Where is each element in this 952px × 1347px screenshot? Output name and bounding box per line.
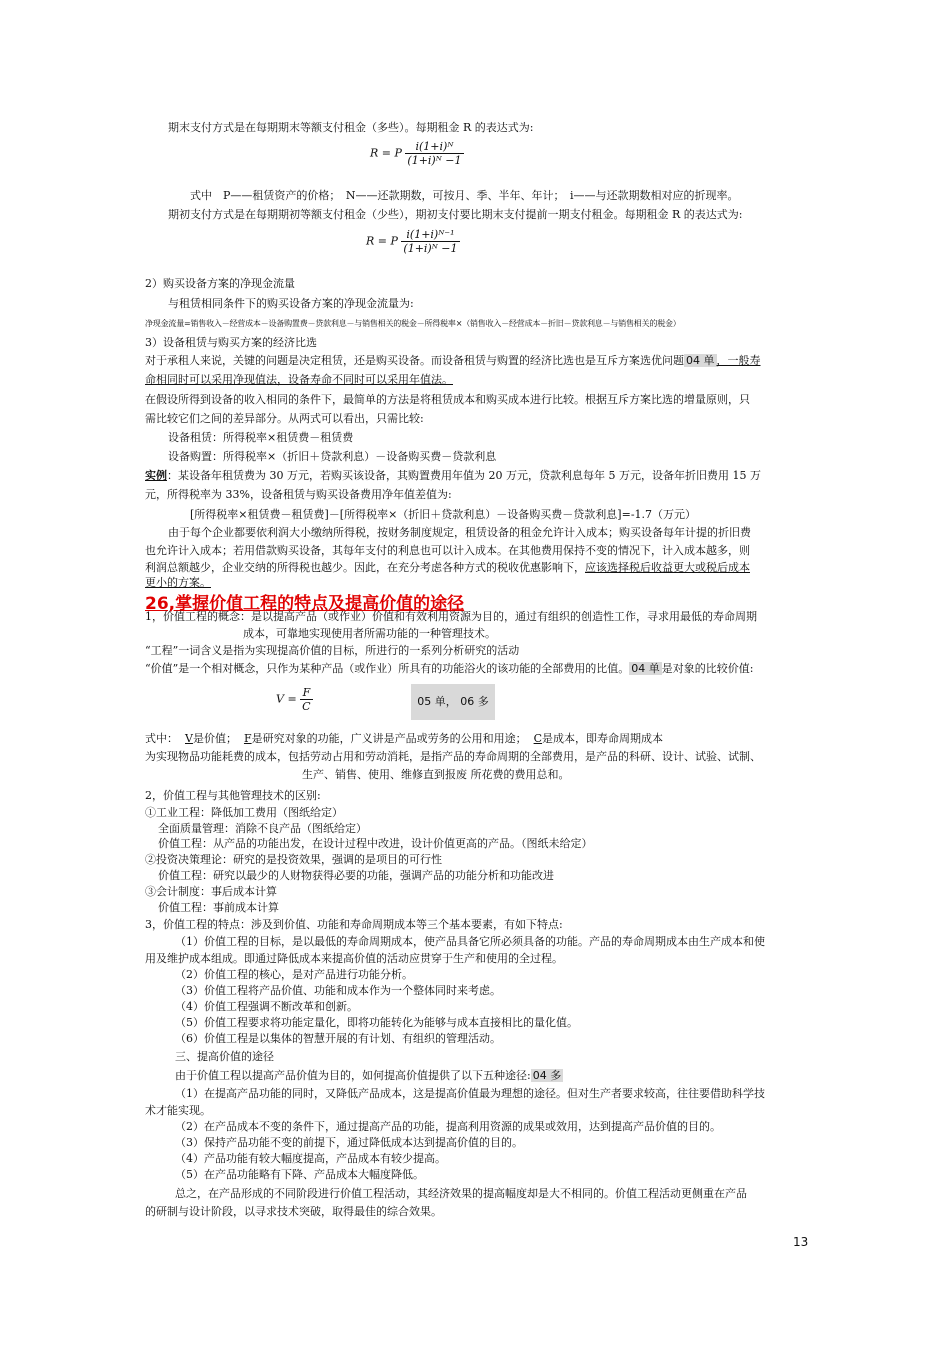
text-line: 期末支付方式是在每期期末等额支付租金（多些）。每期租金 R 的表达式为: bbox=[168, 121, 534, 134]
section-heading: 26,掌握价值工程的特点及提高价值的途径 bbox=[145, 594, 465, 614]
exam-tag-box: 05 单， 06 多 bbox=[411, 684, 495, 720]
text-line: ③会计制度：事后成本计算 bbox=[145, 885, 277, 898]
formula-rent-begin: R = P $\frac{\text{i(1+i)ᴺ⁻¹}}{\text{(1+i)ᴺ −1}}$ bbox=[366, 228, 458, 255]
text-line: （2）在产品成本不变的条件下，通过提高产品的功能，提高利用资源的成果或效用，达到提高产品价值的目的。 bbox=[175, 1120, 721, 1133]
text-line: ①工业工程：降低加工费用（图纸给定） bbox=[145, 806, 343, 819]
text-line: 对于承租人来说，关键的问题是决定租赁，还是购买设备。而设备租赁与购置的经济比选也是互斥方案选优问题 04 单 ，一般寿 bbox=[145, 354, 761, 367]
text-line: 2）购买设备方案的净现金流量 bbox=[145, 277, 295, 290]
text-line: 由于每个企业都要依利润大小缴纳所得税，按财务制度规定，租赁设备的租金允许计入成本；购买设备每年计提的折旧费 bbox=[168, 526, 751, 539]
text-line: 生产、销售、使用、维修直到报废 所花费的费用总和。 bbox=[302, 768, 570, 781]
text-line: 设备购置：所得税率×（折旧＋贷款利息）－设备购买费－贷款利息 bbox=[168, 450, 497, 463]
text-line: （4）产品功能有较大幅度提高，产品成本有较少提高。 bbox=[175, 1152, 446, 1165]
text-line: 全面质量管理：消除不良产品（图纸给定） bbox=[158, 822, 367, 835]
text-line: 价值工程：研究以最少的人财物获得必要的功能，强调产品的功能分析和功能改进 bbox=[158, 869, 554, 882]
text-line: （3）价值工程将产品价值、功能和成本作为一个整体同时来考虑。 bbox=[175, 984, 501, 997]
text-line: 为实现物品功能耗费的成本，包括劳动占用和劳动消耗，是指产品的寿命周期的全部费用，是产品的科研、设计、试验、试制、 bbox=[145, 750, 761, 763]
text-line: 元，所得税率为 33%，设备租赁与购买设备费用净年值差值为: bbox=[145, 488, 452, 501]
text-line: （2）价值工程的核心，是对产品进行功能分析。 bbox=[175, 968, 413, 981]
exam-tag: 04 单 bbox=[631, 662, 660, 675]
text-line: 命相同时可以采用净现值法，设备寿命不同时可以采用年值法。 bbox=[145, 373, 453, 386]
text-line: 在假设所得到设备的收入相同的条件下，最简单的方法是将租赁成本和购买成本进行比较。根据互斥方案比选的增量原则，只 bbox=[145, 393, 750, 406]
text-line: （3）保持产品功能不变的前提下，通过降低成本达到提高价值的目的。 bbox=[175, 1136, 523, 1149]
text-line: 价值工程：从产品的功能出发，在设计过程中改进，设计价值更高的产品。（图纸未给定） bbox=[158, 837, 593, 850]
text-line: （1）价值工程的目标，是以最低的寿命周期成本，使产品具备它所必须具备的功能。产品的寿命周期成本由生产成本和使 bbox=[175, 935, 765, 948]
text-line: ②投资决策理论：研究的是投资效果，强调的是项目的可行性 bbox=[145, 853, 442, 866]
text-line: 期初支付方式是在每期期初等额支付租金（少些），期初支付要比期末支付提前一期支付租金。每期租金 R 的表达式为: bbox=[168, 208, 743, 221]
text-line: 实例：某设备年租赁费为 30 万元，若购买该设备，其购置费用年值为 20 万元，贷款利息每年 5 万元，设备年折旧费用 15 万 bbox=[145, 469, 761, 482]
text-line: 三、提高价值的途径 bbox=[175, 1050, 274, 1063]
text-line: 利润总额越少，企业交纳的所得税也越少。因此，在充分考虑各种方式的税收优惠影响下，应该选择税后收益更大或税后成本 bbox=[145, 561, 750, 574]
formula-rent-end: R = P $\frac{\text{i(1+i)ᴺ}}{\text{(1+i)ᴺ −1}}$ bbox=[370, 140, 462, 167]
exam-tag: 04 多 bbox=[532, 1069, 562, 1082]
text-line: 的研制与设计阶段，以寻求技术突破，取得最佳的综合效果。 bbox=[145, 1205, 442, 1218]
text-line: 需比较它们之间的差异部分。从两式可以看出，只需比较: bbox=[145, 412, 424, 425]
text-line: 价值工程：事前成本计算 bbox=[158, 901, 279, 914]
text-line: 由于价值工程以提高产品价值为目的，如何提高价值提供了以下五种途径: 04 多 bbox=[175, 1069, 562, 1082]
page-number: 13 bbox=[793, 1235, 809, 1249]
text-line: 1，价值工程的概念：是以提高产品（或作业）价值和有效利用资源为目的，通过有组织的创造性工作，寻求用最低的寿命周期 bbox=[145, 610, 757, 623]
text-line: 3）设备租赁与购买方案的经济比选 bbox=[145, 336, 317, 349]
text-line: 净现金流量=销售收入－经营成本－设备购置费－贷款利息－与销售相关的税金－所得税率×（销售收入－经营成本－折旧－贷款利息－与销售相关的税金） bbox=[145, 319, 681, 328]
text-line: （5）在产品功能略有下降、产品成本大幅度降低。 bbox=[175, 1168, 424, 1181]
text-line: 也允许计入成本；若用借款购买设备，其每年支付的利息也可以计入成本。在其他费用保持不变的情况下，计入成本越多，则 bbox=[145, 544, 750, 557]
text-line: 成本，可靠地实现使用者所需功能的一种管理技术。 bbox=[243, 627, 496, 640]
text-line: 3，价值工程的特点：涉及到价值、功能和寿命周期成本等三个基本要素，有如下特点: bbox=[145, 918, 563, 931]
text-line: 总之，在产品形成的不同阶段进行价值工程活动，其经济效果的提高幅度却是大不相同的。价值工程活动更侧重在产品 bbox=[175, 1187, 747, 1200]
text-line: （5）价值工程要求将功能定量化，即将功能转化为能够与成本直接相比的量化值。 bbox=[175, 1016, 578, 1029]
text-line: 用及维护成本组成。即通过降低成本来提高价值的活动应贯穿于生产和使用的全过程。 bbox=[145, 952, 563, 965]
text-line: “工程”一词含义是指为实现提高价值的目标，所进行的一系列分析研究的活动 bbox=[145, 644, 520, 657]
formula-value: V = $\frac{F}{C}$ bbox=[276, 686, 311, 713]
text-line: 2，价值工程与其他管理技术的区别: bbox=[145, 789, 321, 802]
text-line: （6）价值工程是以集体的智慧开展的有计划、有组织的管理活动。 bbox=[175, 1032, 501, 1045]
text-line: “价值”是一个相对概念，只作为某种产品（或作业）所具有的功能浴火的该功能的全部费用的比值。 04 单 是对象的比较价值: bbox=[145, 662, 754, 675]
text-line: 式中 P——租赁资产的价格； N——还款期数，可按月、季、半年、年计； i——与还款期数相对应的折现率。 bbox=[190, 189, 739, 202]
exam-tag: 04 单 bbox=[686, 354, 715, 367]
text-line: [所得税率×租赁费－租赁费]－[所得税率×（折旧＋贷款利息）－设备购买费－贷款利息]=-1.7（万元） bbox=[190, 508, 697, 521]
text-line: 与租赁相同条件下的购买设备方案的净现金流量为: bbox=[168, 297, 414, 310]
text-line: 更小的方案。 bbox=[145, 576, 211, 589]
text-line: （4）价值工程强调不断改革和创新。 bbox=[175, 1000, 358, 1013]
text-line: 设备租赁：所得税率×租赁费－租赁费 bbox=[168, 431, 354, 444]
text-line: （1）在提高产品功能的同时，又降低产品成本，这是提高价值最为理想的途径。但对生产者要求较高，往往要借助科学技 bbox=[175, 1087, 765, 1100]
text-line: 式中： V是价值； F是研究对象的功能，广义讲是产品或劳务的公用和用途； C是成本，即寿命周期成本 bbox=[145, 732, 664, 745]
text-line: 术才能实现。 bbox=[145, 1104, 211, 1117]
